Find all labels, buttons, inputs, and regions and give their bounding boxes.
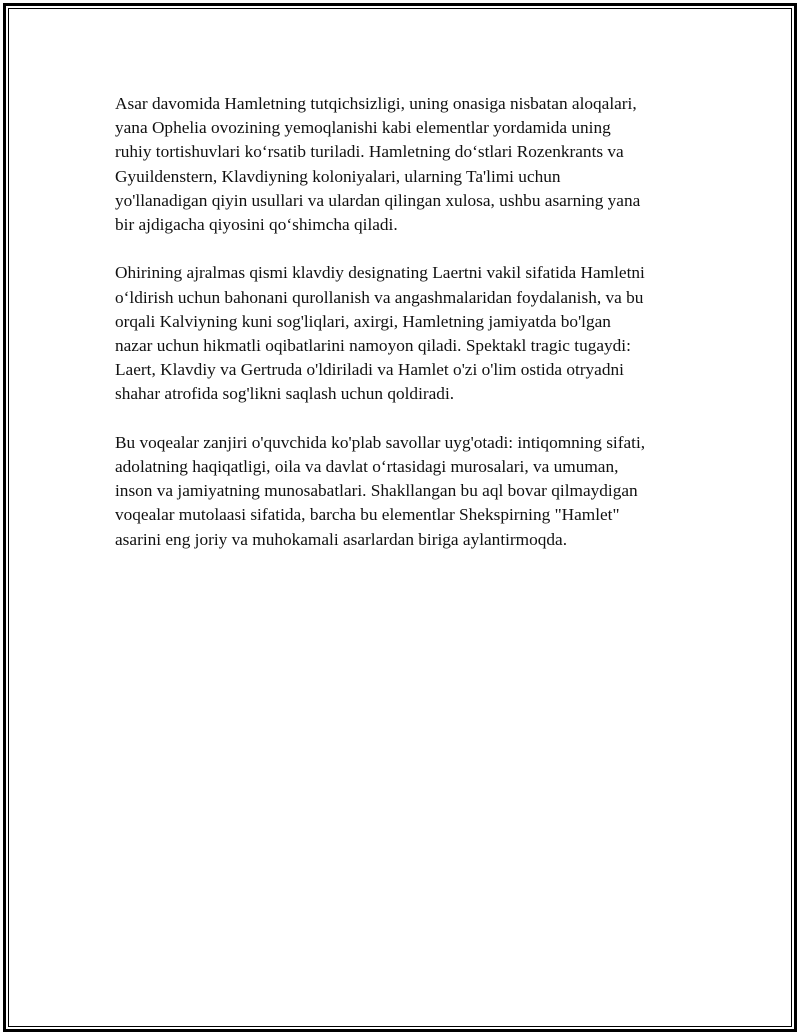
- text-line: oʻldirish uchun bahonani qurollanish va angashmalaridan foydalanish, va bu: [115, 287, 644, 307]
- paragraph-3: [115, 431, 695, 552]
- text-line: Asar davomida Hamletning tutqichsizligi, uning onasiga nisbatan aloqalari,: [115, 94, 637, 113]
- text-line: bir ajdigacha qiyosini qoʻshimcha qiladi.: [115, 215, 398, 235]
- text-line: yo'llanadigan qiyin usullari va ulardan qilingan xulosa, ushbu asarning yana: [115, 190, 641, 210]
- paragraph-1: [115, 92, 695, 237]
- text-line: ruhiy tortishuvlari koʻrsatib turiladi. Hamletning doʻstlari Rozenkrants va: [115, 142, 624, 162]
- paragraph-2: [115, 261, 695, 406]
- text-line: inson va jamiyatning munosabatlari. Shakllangan bu aql bovar qilmaydigan: [115, 481, 638, 501]
- text-line: Laert, Klavdiy va Gertruda o'ldiriladi va Hamlet o'zi o'lim ostida otryadni: [115, 360, 624, 380]
- text-line: yana Ophelia ovozining yemoqlanishi kabi elementlar yordamida uning: [115, 118, 611, 138]
- text-line: orqali Kalviyning kuni sog'liqlari, axirgi, Hamletning jamiyatda bo'lgan: [115, 311, 611, 331]
- text-line: Gyuildenstern, Klavdiyning koloniyalari, ularning Ta'limi uchun: [115, 166, 561, 186]
- text-line: adolatning haqiqatligi, oila va davlat oʻrtasidagi murosalari, va umuman,: [115, 457, 619, 477]
- text-line: shahar atrofida sog'likni saqlash uchun qoldiradi.: [115, 384, 455, 404]
- text-line: nazar uchun hikmatli oqibatlarini namoyon qiladi. Spektakl tragic tugaydi:: [115, 336, 631, 356]
- text-line: Bu voqealar zanjiri o'quvchida ko'plab savollar uyg'otadi: intiqomning sifati,: [115, 432, 646, 452]
- text-line: asarini eng joriy va muhokamali asarlardan biriga aylantirmoqda.: [115, 529, 568, 549]
- document-body: [115, 92, 695, 576]
- text-line: Ohirining ajralmas qismi klavdiy designating Laertni vakil sifatida Hamletni: [115, 263, 645, 283]
- text-line: voqealar mutolaasi sifatida, barcha bu elementlar Shekspirning "Hamlet": [115, 505, 620, 525]
